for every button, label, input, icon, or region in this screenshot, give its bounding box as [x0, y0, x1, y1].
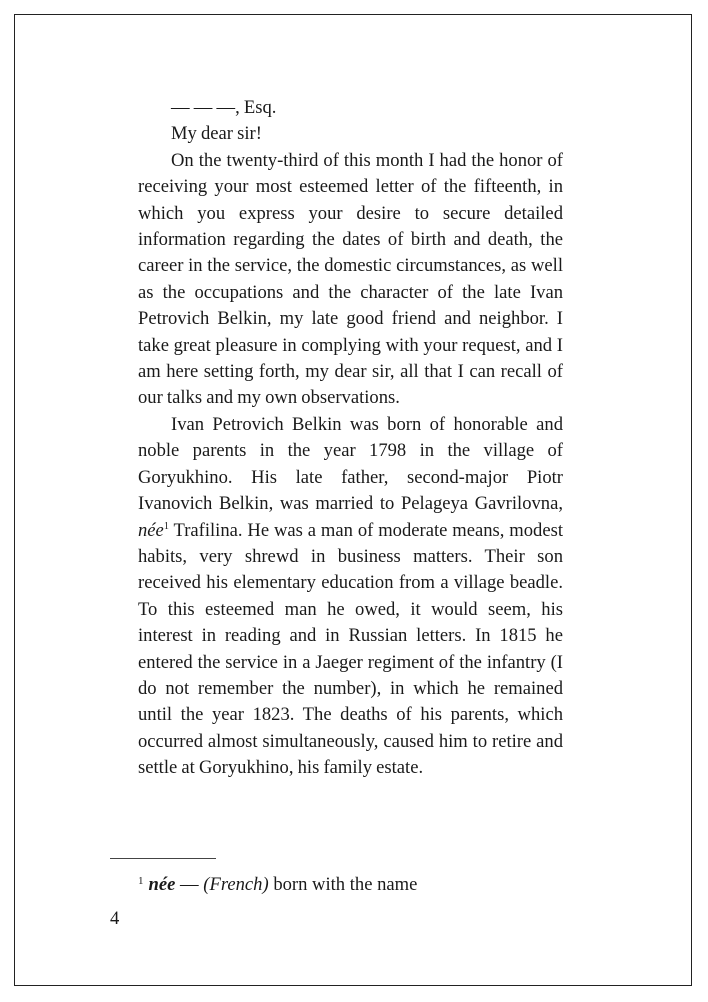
letter-paragraph-1: On the twenty-third of this month I had the honor of receiving your most esteemed letter of the fifteenth, in which you express your desire to secure detailed information regarding the dates of birth and death, the career in the service, the domestic circumstances, as well as the occupations and the character of the late Ivan Petrovich Belkin, my late good friend and neighbor. I take great pleasure in complying with your request, and I am here setting forth, my dear sir, all that I can recall of our talks and my own observations. — [138, 149, 563, 409]
letter-body — [138, 95, 563, 782]
footnote-mark: 1 — [138, 875, 144, 887]
paragraph-2-text-start: Ivan Petrovich Belkin was born of honorable and noble parents in the year 1798 in the village of Goryukhino. His late father, second-major Piotr Ivanovich Belkin, was married to Pelageya Gavrilovna, — [138, 413, 563, 515]
letter-addressee: — — —, Esq. — [171, 97, 277, 118]
paragraph-2-text-end: Trafilina. He was a man of moderate means, modest habits, very shrewd in business matters. Their son received his elementary education from a village beadle. To this esteemed man he owed, it would seem, his interest in reading and in Russian letters. In 1815 he entered the service in a Jaeger regiment of the infantry (I do not remember the number), in which he remained until the year 1823. The deaths of his parents, which occurred almost simultaneously, caused him to retire and settle at Goryukhino, his family estate. — [138, 519, 564, 779]
footnote-reference: 1 — [163, 520, 169, 532]
footnote-dash: — — [180, 874, 199, 895]
letter-salutation: My dear sir! — [171, 123, 262, 145]
nee-italic-word: née — [138, 519, 164, 541]
footnote-separator — [110, 858, 216, 859]
page-number: 4 — [110, 908, 120, 929]
footnote-term: née — [148, 874, 176, 895]
footnote-language: (French) — [203, 874, 269, 895]
footnote — [138, 868, 417, 898]
footnote-definition: born with the name — [273, 874, 418, 895]
letter-paragraph-2 — [138, 412, 563, 782]
